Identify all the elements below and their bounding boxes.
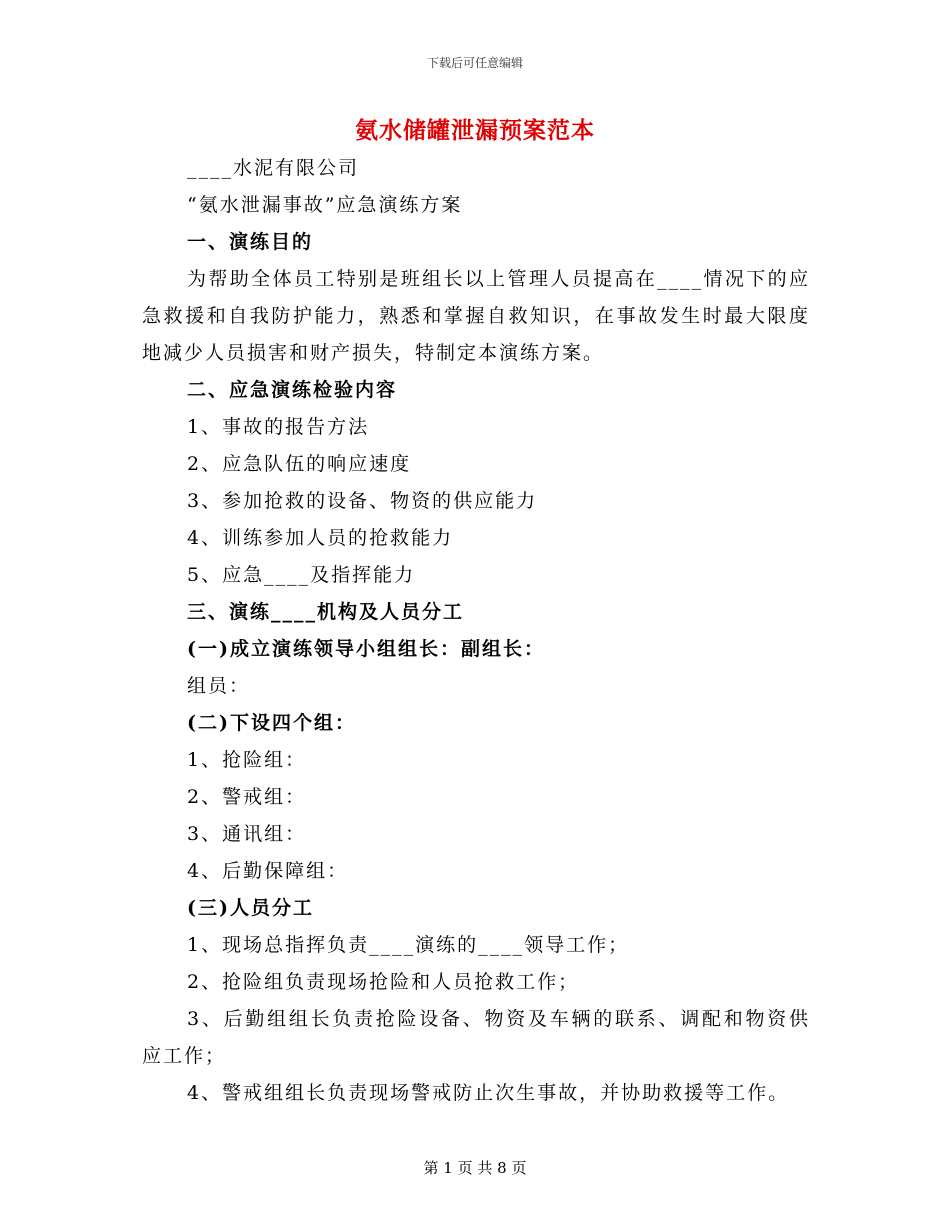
header-note: 下载后可任意编辑 <box>426 56 523 70</box>
list-item: 4、后勤保障组： <box>187 860 349 882</box>
section-heading: 二、应急演练检验内容 <box>187 379 398 401</box>
subsection-heading: (一)成立演练领导小组组长：副组长： <box>187 638 545 660</box>
list-item: 4、训练参加人员的抢救能力 <box>187 527 454 549</box>
list-item: 2、应急队伍的响应速度 <box>187 453 412 475</box>
document-body <box>142 150 810 1112</box>
plan-subtitle: “氨水泄漏事故”应急演练方案 <box>187 194 463 216</box>
list-item: 组员： <box>187 675 251 697</box>
list-item: 1、现场总指挥负责____演练的____领导工作； <box>187 934 630 956</box>
subsection-heading: (二)下设四个组： <box>187 712 356 734</box>
page-number: 第 1 页 共 8 页 <box>423 1159 527 1177</box>
section-heading: 一、演练目的 <box>187 231 314 253</box>
list-item: 4、警戒组组长负责现场警戒防止次生事故，并协助救援等工作。 <box>187 1082 790 1104</box>
list-item: 5、应急____及指挥能力 <box>187 564 416 586</box>
subsection-heading: (三)人员分工 <box>187 897 314 919</box>
document-title: 氨水储罐泄漏预案范本 <box>355 117 595 144</box>
list-item: 3、通讯组： <box>187 823 307 845</box>
list-item: 1、抢险组： <box>187 749 307 771</box>
list-item: 2、抢险组负责现场抢险和人员抢救工作； <box>187 971 580 993</box>
list-item: 3、后勤组组长负责抢险设备、物资及车辆的联系、调配和物资供应工作； <box>142 1008 810 1067</box>
list-item: 1、事故的报告方法 <box>187 416 370 438</box>
list-item: 3、参加抢救的设备、物资的供应能力 <box>187 490 538 512</box>
company-line: ____水泥有限公司 <box>187 157 360 179</box>
paragraph: 为帮助全体员工特别是班组长以上管理人员提高在____情况下的应急救援和自我防护能力，熟悉和掌握自救知识，在事故发生时最大限度地减少人员损害和财产损失，特制定本演练方案。 <box>142 268 810 364</box>
list-item: 2、警戒组： <box>187 786 307 808</box>
section-heading: 三、演练____机构及人员分工 <box>187 601 465 623</box>
